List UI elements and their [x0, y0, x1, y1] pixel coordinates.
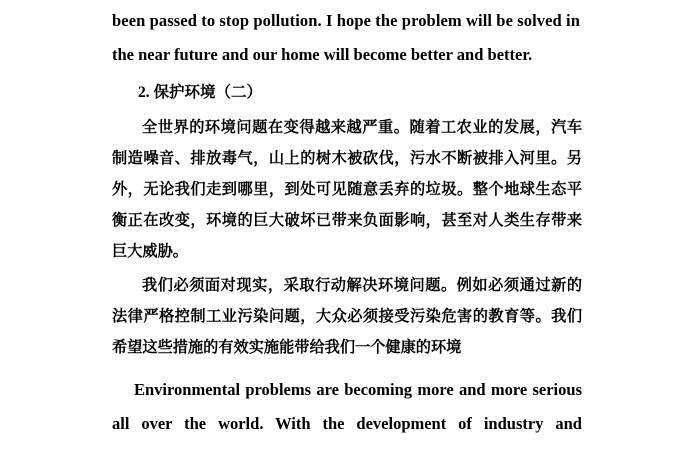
document-body [112, 0, 582, 441]
english-translation-block [112, 373, 582, 441]
paragraph-chinese-2: 我们必须面对现实，采取行动解决环境问题。例如必须通过新的法律严格控制工业污染问题，大众必须接受污染危害的教育等。我们希望这些措施的有效实施能带给我们一个健康的环境 [112, 276, 582, 356]
paragraph-chinese-1: 全世界的环境问题在变得越来越严重。随着工农业的发展，汽车制造噪音、排放毒气，山上的树木被砍伐，污水不断被排入河里。另外，无论我们走到哪里，到处可见随意丢弃的垃圾。整个地球生态平衡正在改变，环境的巨大破坏已带来负面影响，甚至对人类生存带来巨大威胁。 [112, 118, 582, 260]
paragraph-english-line1: Environmental problems are becoming more and more serious [134, 380, 582, 399]
paragraph-english-continued-line2: the near future and our home will become better and better. [112, 45, 533, 64]
section-heading-title: 保护环境（二） [153, 83, 263, 101]
paragraph-english-continued-line1: been passed to stop pollution. I hope the problem will be solved in [112, 11, 581, 30]
section-heading-number: 2. [138, 84, 150, 101]
paragraph-english-line2: all over the world. With the development of industry and [112, 414, 582, 433]
section-heading [112, 76, 582, 109]
